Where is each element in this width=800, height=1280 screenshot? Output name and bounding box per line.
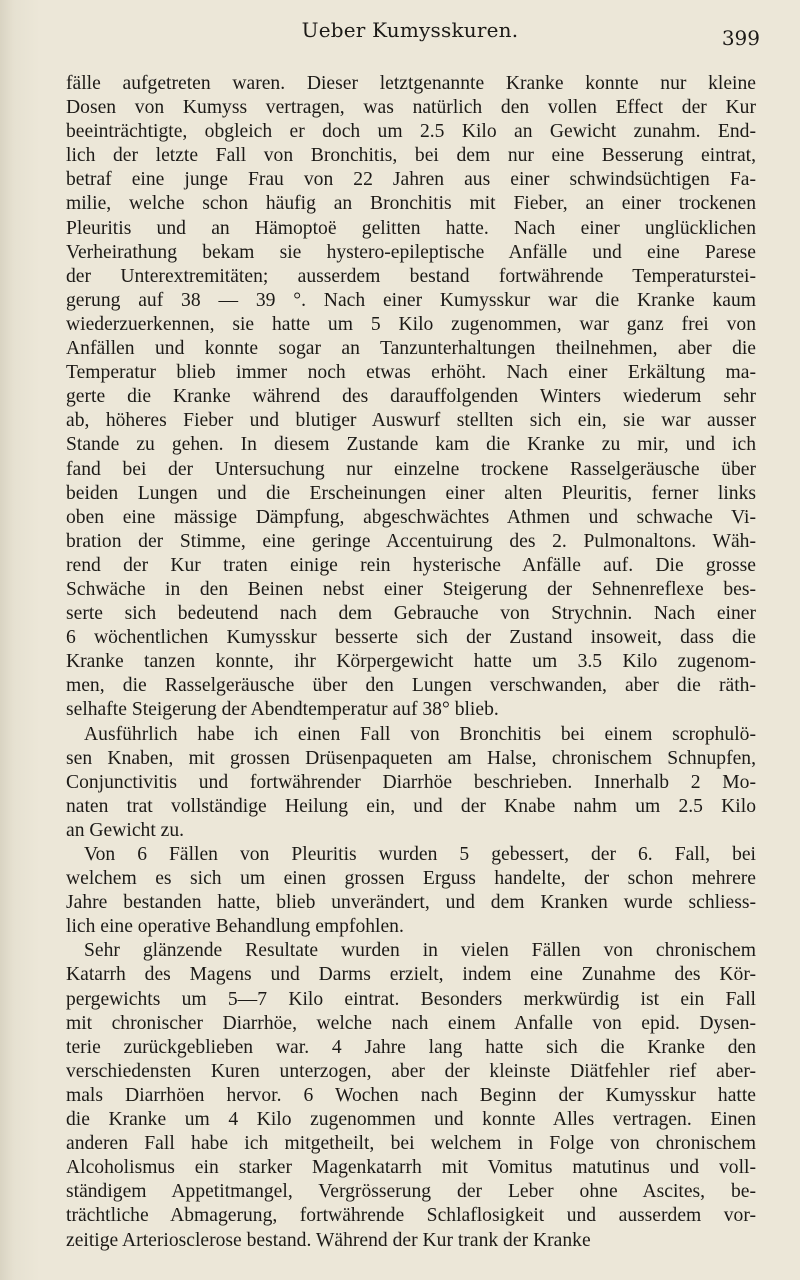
text-line: oben eine mässige Dämpfung, abgeschwächtes Athmen und schwache Vi-: [66, 506, 756, 528]
text-line: milie, welche schon häufig an Bronchitis mit Fieber, an einer trockenen: [66, 193, 756, 215]
text-line: der Unterextremitäten; ausserdem bestand fortwährende Temperaturstei-: [66, 265, 756, 287]
body-text: [66, 72, 756, 1253]
text-line: betraf eine junge Frau von 22 Jahren aus einer schwindsüchtigen Fa-: [66, 169, 756, 191]
page-number: 399: [721, 26, 760, 50]
text-line: terie zurückgeblieben war. 4 Jahre lang hatte sich die Kranke den: [66, 1036, 756, 1058]
text-line: Conjunctivitis und fortwährender Diarrhöe beschrieben. Innerhalb 2 Mo-: [66, 771, 756, 793]
paragraph-end-line: lich eine operative Behandlung empfohlen.: [66, 916, 404, 938]
paragraph-start-line: Ausführlich habe ich einen Fall von Bronchitis bei einem scrophulö-: [84, 723, 756, 745]
text-line: serte sich bedeutend nach dem Gebrauche von Strychnin. Nach einer: [66, 603, 756, 625]
text-line: men, die Rasselgeräusche über den Lungen verschwanden, aber die räth-: [66, 675, 756, 697]
text-line: ab, höheres Fieber und blutiger Auswurf stellten sich ein, sie war ausser: [66, 410, 756, 432]
text-line: gerte die Kranke während des darauffolgenden Winters wiederum sehr: [66, 386, 756, 408]
text-line: Schwäche in den Beinen nebst einer Steigerung der Sehnenreflexe bes-: [66, 578, 756, 600]
text-line: naten trat vollständige Heilung ein, und der Knabe nahm um 2.5 Kilo: [66, 795, 756, 817]
text-line: zeitige Arteriosclerose bestand. Während der Kur trank der Kranke: [66, 1229, 591, 1251]
text-line: Jahre bestanden hatte, blieb unverändert, und dem Kranken wurde schliess-: [66, 892, 756, 914]
text-line: fälle aufgetreten waren. Dieser letztgenannte Kranke konnte nur kleine: [66, 73, 756, 94]
text-line: wiederzuerkennen, sie hatte um 5 Kilo zugenommen, war ganz frei von: [66, 313, 756, 335]
text-line: die Kranke um 4 Kilo zugenommen und konnte Alles vertragen. Einen: [66, 1109, 756, 1131]
text-line: beeinträchtigte, obgleich er doch um 2.5 Kilo an Gewicht zunahm. End-: [66, 121, 756, 143]
text-line: Katarrh des Magens und Darms erzielt, indem eine Zunahme des Kör-: [66, 964, 756, 986]
text-line: pergewichts um 5—7 Kilo eintrat. Besonders merkwürdig ist ein Fall: [66, 988, 756, 1010]
text-line: Temperatur blieb immer noch etwas erhöht. Nach einer Erkältung ma-: [66, 362, 756, 384]
text-line: Anfällen und konnte sogar an Tanzunterhaltungen theilnehmen, aber die: [66, 338, 756, 360]
text-line: Alcoholismus ein starker Magenkatarrh mit Vomitus matutinus und voll-: [66, 1157, 756, 1179]
paragraph-start-line: Von 6 Fällen von Pleuritis wurden 5 gebessert, der 6. Fall, bei: [84, 844, 756, 865]
text-line: bration der Stimme, eine geringe Accentuirung des 2. Pulmonaltons. Wäh-: [66, 530, 756, 552]
text-line: trächtliche Abmagerung, fortwährende Schlaflosigkeit und ausserdem vor-: [66, 1205, 756, 1227]
text-line: Pleuritis und an Hämoptoë gelitten hatte. Nach einer unglücklichen: [66, 217, 756, 239]
text-line: verschiedensten Kuren unterzogen, aber der kleinste Diätfehler rief aber-: [66, 1060, 756, 1082]
page-header: [60, 12, 760, 52]
text-line: fand bei der Untersuchung nur einzelne trockene Rasselgeräusche über: [66, 458, 756, 480]
text-line: ständigem Appetitmangel, Vergrösserung der Leber ohne Ascites, be-: [66, 1181, 756, 1203]
text-line: gerung auf 38 — 39 °. Nach einer Kumysskur war die Kranke kaum: [66, 289, 756, 311]
text-line: lich der letzte Fall von Bronchitis, bei dem nur eine Besserung eintrat,: [66, 145, 756, 167]
paragraph-end-line: selhafte Steigerung der Abendtemperatur auf 38° blieb.: [66, 699, 499, 721]
text-line: mals Diarrhöen hervor. 6 Wochen nach Beginn der Kumysskur hatte: [66, 1084, 756, 1106]
text-line: sen Knaben, mit grossen Drüsenpaqueten am Halse, chronischem Schnupfen,: [66, 747, 756, 769]
text-line: Verheirathung bekam sie hystero-epileptische Anfälle und eine Parese: [66, 241, 756, 263]
running-title: Ueber Kumysskuren.: [301, 18, 519, 42]
text-line: rend der Kur traten einige rein hysterische Anfälle auf. Die grosse: [66, 554, 756, 576]
paragraph-start-line: Sehr glänzende Resultate wurden in vielen Fällen von chronischem: [84, 940, 756, 962]
text-line: anderen Fall habe ich mitgetheilt, bei welchem in Folge von chronischem: [66, 1133, 756, 1155]
paragraph-end-line: an Gewicht zu.: [66, 819, 185, 841]
text-line: Stande zu gehen. In diesem Zustande kam die Kranke zu mir, und ich: [66, 434, 756, 456]
text-line: mit chronischer Diarrhöe, welche nach einem Anfalle von epid. Dysen-: [66, 1012, 756, 1034]
text-line: beiden Lungen und die Erscheinungen einer alten Pleuritis, ferner links: [66, 482, 756, 504]
text-line: 6 wöchentlichen Kumysskur besserte sich der Zustand insoweit, dass die: [66, 627, 756, 649]
text-line: welchem es sich um einen grossen Erguss handelte, der schon mehrere: [66, 868, 756, 890]
text-line: Dosen von Kumyss vertragen, was natürlich den vollen Effect der Kur: [66, 97, 756, 119]
text-line: Kranke tanzen konnte, ihr Körpergewicht hatte um 3.5 Kilo zugenom-: [66, 651, 756, 673]
